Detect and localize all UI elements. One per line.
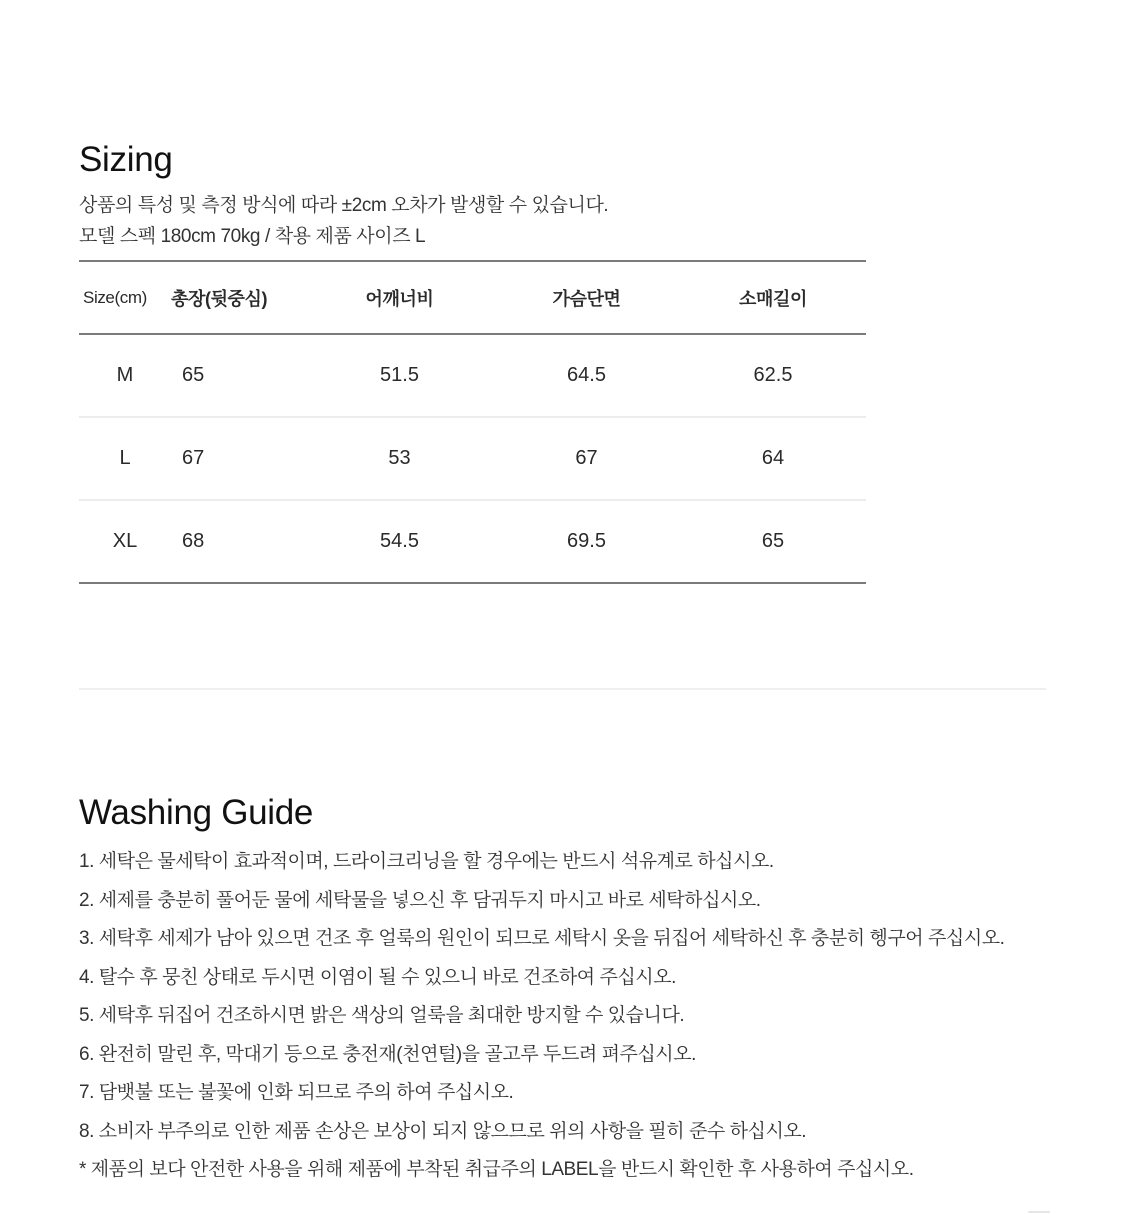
list-item: 7. 담뱃불 또는 불꽃에 인화 되므로 주의 하여 주십시오. xyxy=(79,1082,514,1103)
cell-chest-width: 69.5 xyxy=(567,530,606,552)
table-row xyxy=(79,334,866,417)
cell-size-label: L xyxy=(119,447,131,469)
list-item: 3. 세탁후 세제가 남아 있으면 건조 후 얼룩의 원인이 되므로 세탁시 옷을 뒤집어 세탁하신 후 충분히 헹구어 주십시오. xyxy=(79,928,1005,949)
cell-total-length: 65 xyxy=(182,364,205,386)
cell-size-label: M xyxy=(116,364,134,386)
section-divider xyxy=(79,688,1046,690)
cell-sleeve-length: 64 xyxy=(761,447,785,469)
header-total-length: 총장(뒷중심) xyxy=(171,288,268,309)
cell-total-length: 68 xyxy=(182,530,205,552)
header-sleeve-length: 소매길이 xyxy=(739,288,807,309)
list-item: 2. 세제를 충분히 풀어둔 물에 세탁물을 넣으신 후 담궈두지 마시고 바로 세탁하십시오. xyxy=(79,889,761,911)
washing-guide-list xyxy=(79,843,1079,1190)
table-row xyxy=(79,500,866,583)
sizing-title: Sizing xyxy=(79,140,173,179)
size-table xyxy=(79,260,866,584)
cell-shoulder-width: 54.5 xyxy=(380,530,419,552)
cell-sleeve-length: 65 xyxy=(761,530,785,552)
list-item: 5. 세탁후 뒤집어 건조하시면 밝은 색상의 얼룩을 최대한 방지할 수 있습니다. xyxy=(79,1005,685,1026)
list-item: 8. 소비자 부주의로 인한 제품 손상은 보상이 되지 않으므로 위의 사항을 필히 준수 하십시오. xyxy=(79,1120,807,1142)
sizing-section xyxy=(79,140,866,552)
header-chest-width: 가슴단면 xyxy=(552,288,621,309)
table-row xyxy=(79,417,866,500)
washing-guide-title: Washing Guide xyxy=(79,793,314,832)
cell-shoulder-width: 51.5 xyxy=(380,364,419,386)
list-item: 4. 탈수 후 뭉친 상태로 두시면 이염이 될 수 있으니 바로 건조하여 주십시오. xyxy=(79,966,676,988)
cell-size-label: XL xyxy=(112,530,138,552)
header-shoulder-width: 어깨너비 xyxy=(365,288,434,309)
list-item: 1. 세탁은 물세탁이 효과적이며, 드라이크리닝을 할 경우에는 반드시 석유계로 하십시오. xyxy=(79,851,774,872)
cell-chest-width: 64.5 xyxy=(567,364,606,386)
sizing-note-model-spec: 모델 스펙 180cm 70kg / 착용 제품 사이즈 L xyxy=(79,226,426,247)
header-size-cm: Size(cm) xyxy=(83,287,147,307)
sizing-note-tolerance: 상품의 특성 및 측정 방식에 따라 ±2cm 오차가 발생할 수 있습니다. xyxy=(79,195,609,216)
scroll-indicator xyxy=(1028,1211,1050,1213)
cell-chest-width: 67 xyxy=(575,447,598,469)
cell-shoulder-width: 53 xyxy=(388,447,411,469)
washing-guide-section xyxy=(79,793,1079,1190)
cell-sleeve-length: 62.5 xyxy=(753,364,793,386)
size-table-header-row xyxy=(79,261,866,334)
care-label-note: * 제품의 보다 안전한 사용을 위해 제품에 부착된 취급주의 LABEL을 반드시 확인한 후 사용하여 주십시오. xyxy=(79,1159,914,1180)
list-item: 6. 완전히 말린 후, 막대기 등으로 충전재(천연털)을 골고루 두드려 펴주십시오. xyxy=(79,1043,696,1065)
cell-total-length: 67 xyxy=(182,447,205,469)
